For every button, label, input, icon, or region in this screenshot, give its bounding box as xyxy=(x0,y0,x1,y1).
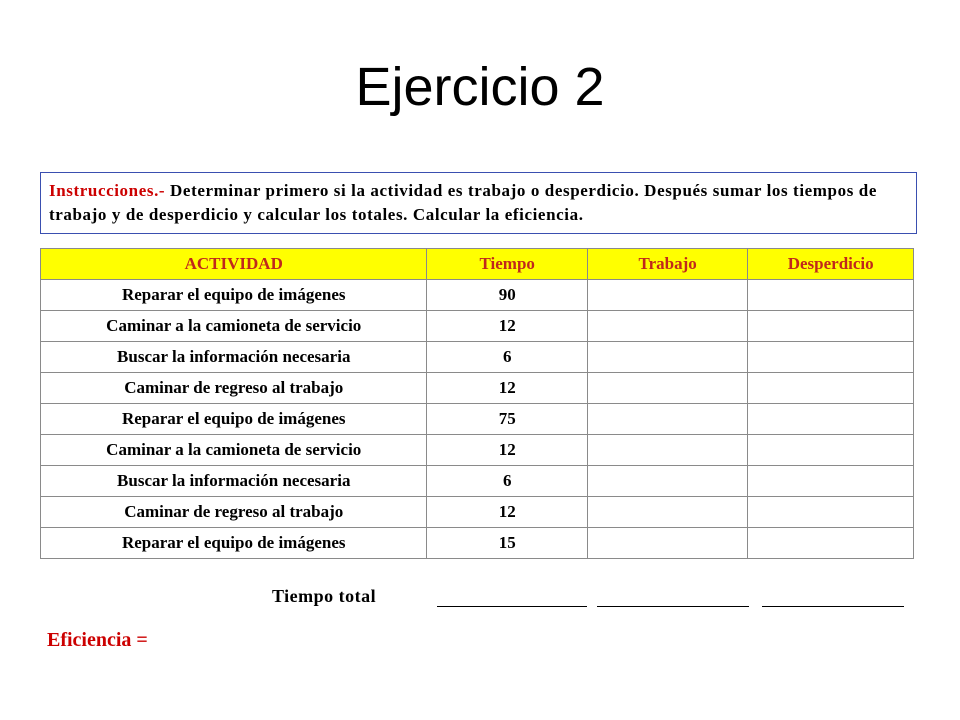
activity-cell: Buscar la información necesaria xyxy=(41,342,427,373)
table-row xyxy=(41,466,914,497)
work-cell[interactable] xyxy=(587,311,747,342)
activity-cell: Reparar el equipo de imágenes xyxy=(41,280,427,311)
waste-cell[interactable] xyxy=(748,528,914,559)
waste-cell[interactable] xyxy=(748,435,914,466)
time-cell: 90 xyxy=(427,280,587,311)
waste-total-blank[interactable] xyxy=(762,606,904,607)
work-cell[interactable] xyxy=(587,373,747,404)
table-row xyxy=(41,528,914,559)
instructions-box xyxy=(40,172,917,234)
time-cell: 6 xyxy=(427,342,587,373)
page-title: Ejercicio 2 xyxy=(355,57,605,117)
activity-cell: Caminar de regreso al trabajo xyxy=(41,373,427,404)
waste-cell[interactable] xyxy=(748,373,914,404)
time-cell: 12 xyxy=(427,311,587,342)
waste-cell[interactable] xyxy=(748,497,914,528)
work-cell[interactable] xyxy=(587,466,747,497)
table-row xyxy=(41,311,914,342)
time-cell: 12 xyxy=(427,497,587,528)
activity-cell: Caminar de regreso al trabajo xyxy=(41,497,427,528)
header-actividad: ACTIVIDAD xyxy=(41,249,427,280)
instructions-lead: Instrucciones.- xyxy=(49,181,166,200)
work-cell[interactable] xyxy=(587,528,747,559)
work-cell[interactable] xyxy=(587,497,747,528)
time-cell: 12 xyxy=(427,373,587,404)
header-tiempo: Tiempo xyxy=(427,249,587,280)
time-total-blank[interactable] xyxy=(437,606,587,607)
waste-cell[interactable] xyxy=(748,404,914,435)
waste-cell[interactable] xyxy=(748,311,914,342)
work-cell[interactable] xyxy=(587,280,747,311)
table-row xyxy=(41,435,914,466)
time-cell: 12 xyxy=(427,435,587,466)
activity-cell: Buscar la información necesaria xyxy=(41,466,427,497)
table-header-row xyxy=(41,249,914,280)
header-desperdicio: Desperdicio xyxy=(748,249,914,280)
table-row xyxy=(41,373,914,404)
table-row xyxy=(41,497,914,528)
work-cell[interactable] xyxy=(587,435,747,466)
activity-table xyxy=(40,248,914,559)
waste-cell[interactable] xyxy=(748,466,914,497)
time-cell: 75 xyxy=(427,404,587,435)
work-cell[interactable] xyxy=(587,404,747,435)
table-row xyxy=(41,404,914,435)
header-trabajo: Trabajo xyxy=(587,249,747,280)
instructions-text: Determinar primero si la actividad es trabajo o desperdicio. Después sumar los tiempos de trabajo y de desperdicio y calcular los totales. Calcular la eficiencia. xyxy=(49,181,877,224)
activity-cell: Reparar el equipo de imágenes xyxy=(41,404,427,435)
activity-cell: Reparar el equipo de imágenes xyxy=(41,528,427,559)
time-cell: 15 xyxy=(427,528,587,559)
total-time-label: Tiempo total xyxy=(272,586,377,606)
efficiency-label: Eficiencia = xyxy=(47,629,148,651)
table-row xyxy=(41,280,914,311)
waste-cell[interactable] xyxy=(748,280,914,311)
work-cell[interactable] xyxy=(587,342,747,373)
time-cell: 6 xyxy=(427,466,587,497)
work-total-blank[interactable] xyxy=(597,606,749,607)
activity-cell: Caminar a la camioneta de servicio xyxy=(41,311,427,342)
table-row xyxy=(41,342,914,373)
waste-cell[interactable] xyxy=(748,342,914,373)
activity-cell: Caminar a la camioneta de servicio xyxy=(41,435,427,466)
